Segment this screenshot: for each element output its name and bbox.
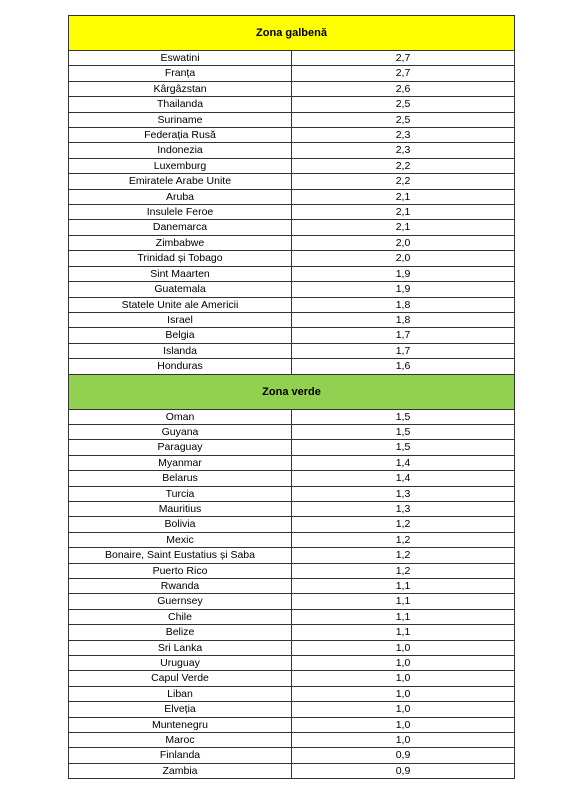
value-cell: 2,6 — [292, 81, 515, 96]
country-cell: Federația Rusă — [69, 128, 292, 143]
country-cell: Guyana — [69, 424, 292, 439]
country-cell: Elveția — [69, 702, 292, 717]
value-cell: 2,2 — [292, 174, 515, 189]
value-cell: 2,1 — [292, 189, 515, 204]
country-cell: Aruba — [69, 189, 292, 204]
country-cell: Muntenegru — [69, 717, 292, 732]
zone-header-row — [69, 374, 515, 409]
country-cell: Paraguay — [69, 440, 292, 455]
table-row — [69, 297, 515, 312]
table-row — [69, 625, 515, 640]
country-cell: Kârgâzstan — [69, 81, 292, 96]
table-row — [69, 343, 515, 358]
country-cell: Sint Maarten — [69, 266, 292, 281]
table-row — [69, 266, 515, 281]
table-row — [69, 517, 515, 532]
table-row — [69, 594, 515, 609]
table-row — [69, 235, 515, 250]
country-cell: Franța — [69, 66, 292, 81]
value-cell: 1,6 — [292, 359, 515, 374]
value-cell: 1,2 — [292, 548, 515, 563]
zone-title: Zona galbenă — [69, 16, 515, 51]
country-cell: Bonaire, Saint Eustatius și Saba — [69, 548, 292, 563]
value-cell: 1,0 — [292, 640, 515, 655]
value-cell: 1,0 — [292, 656, 515, 671]
value-cell: 1,8 — [292, 297, 515, 312]
value-cell: 2,2 — [292, 158, 515, 173]
zone-title: Zona verde — [69, 374, 515, 409]
value-cell: 0,9 — [292, 763, 515, 778]
value-cell: 2,1 — [292, 220, 515, 235]
country-cell: Zambia — [69, 763, 292, 778]
country-cell: Israel — [69, 312, 292, 327]
table-row — [69, 51, 515, 66]
country-cell: Uruguay — [69, 656, 292, 671]
country-cell: Statele Unite ale Americii — [69, 297, 292, 312]
country-cell: Puerto Rico — [69, 563, 292, 578]
value-cell: 2,1 — [292, 205, 515, 220]
country-cell: Mexic — [69, 532, 292, 547]
value-cell: 1,0 — [292, 702, 515, 717]
country-cell: Thailanda — [69, 97, 292, 112]
value-cell: 1,5 — [292, 409, 515, 424]
table-row — [69, 359, 515, 374]
zones-table — [68, 15, 515, 779]
country-cell: Belgia — [69, 328, 292, 343]
table-row — [69, 563, 515, 578]
table-row — [69, 609, 515, 624]
country-cell: Insulele Feroe — [69, 205, 292, 220]
value-cell: 1,2 — [292, 563, 515, 578]
country-cell: Finlanda — [69, 748, 292, 763]
table-row — [69, 748, 515, 763]
value-cell: 1,0 — [292, 686, 515, 701]
country-cell: Maroc — [69, 733, 292, 748]
country-cell: Belarus — [69, 471, 292, 486]
value-cell: 1,3 — [292, 486, 515, 501]
table-row — [69, 455, 515, 470]
table-row — [69, 486, 515, 501]
table-row — [69, 579, 515, 594]
table-row — [69, 66, 515, 81]
table-row — [69, 409, 515, 424]
value-cell: 0,9 — [292, 748, 515, 763]
table-row — [69, 282, 515, 297]
value-cell: 1,4 — [292, 455, 515, 470]
country-cell: Emiratele Arabe Unite — [69, 174, 292, 189]
table-row — [69, 733, 515, 748]
country-cell: Trinidad și Tobago — [69, 251, 292, 266]
table-row — [69, 471, 515, 486]
table-row — [69, 501, 515, 516]
country-cell: Suriname — [69, 112, 292, 127]
value-cell: 2,3 — [292, 143, 515, 158]
value-cell: 1,5 — [292, 440, 515, 455]
table-row — [69, 251, 515, 266]
value-cell: 1,0 — [292, 671, 515, 686]
country-cell: Luxemburg — [69, 158, 292, 173]
country-cell: Capul Verde — [69, 671, 292, 686]
table-row — [69, 424, 515, 439]
table-row — [69, 686, 515, 701]
table-row — [69, 328, 515, 343]
zone-header-row — [69, 16, 515, 51]
country-cell: Chile — [69, 609, 292, 624]
value-cell: 1,8 — [292, 312, 515, 327]
value-cell: 1,1 — [292, 609, 515, 624]
country-cell: Honduras — [69, 359, 292, 374]
value-cell: 1,0 — [292, 717, 515, 732]
value-cell: 2,0 — [292, 235, 515, 250]
country-cell: Eswatini — [69, 51, 292, 66]
country-cell: Islanda — [69, 343, 292, 358]
value-cell: 2,0 — [292, 251, 515, 266]
country-cell: Liban — [69, 686, 292, 701]
table-row — [69, 143, 515, 158]
table-row — [69, 174, 515, 189]
table-row — [69, 656, 515, 671]
table-row — [69, 640, 515, 655]
table-row — [69, 81, 515, 96]
table-row — [69, 158, 515, 173]
value-cell: 1,1 — [292, 594, 515, 609]
value-cell: 2,7 — [292, 66, 515, 81]
value-cell: 2,5 — [292, 97, 515, 112]
value-cell: 2,3 — [292, 128, 515, 143]
table-row — [69, 717, 515, 732]
table-row — [69, 112, 515, 127]
country-cell: Myanmar — [69, 455, 292, 470]
table-row — [69, 312, 515, 327]
table-row — [69, 763, 515, 778]
value-cell: 1,2 — [292, 532, 515, 547]
value-cell: 1,5 — [292, 424, 515, 439]
country-cell: Guatemala — [69, 282, 292, 297]
table-row — [69, 205, 515, 220]
country-cell: Danemarca — [69, 220, 292, 235]
country-cell: Mauritius — [69, 501, 292, 516]
table-row — [69, 220, 515, 235]
country-cell: Rwanda — [69, 579, 292, 594]
country-cell: Belize — [69, 625, 292, 640]
table-row — [69, 97, 515, 112]
table-row — [69, 128, 515, 143]
country-cell: Zimbabwe — [69, 235, 292, 250]
value-cell: 1,1 — [292, 625, 515, 640]
value-cell: 1,7 — [292, 328, 515, 343]
value-cell: 1,3 — [292, 501, 515, 516]
country-cell: Oman — [69, 409, 292, 424]
value-cell: 1,9 — [292, 282, 515, 297]
value-cell: 1,4 — [292, 471, 515, 486]
value-cell: 1,2 — [292, 517, 515, 532]
table-row — [69, 532, 515, 547]
zones-table-body — [69, 16, 515, 779]
value-cell: 1,1 — [292, 579, 515, 594]
country-cell: Sri Lanka — [69, 640, 292, 655]
value-cell: 1,7 — [292, 343, 515, 358]
value-cell: 2,5 — [292, 112, 515, 127]
value-cell: 1,9 — [292, 266, 515, 281]
table-row — [69, 548, 515, 563]
table-row — [69, 189, 515, 204]
country-cell: Bolivia — [69, 517, 292, 532]
country-cell: Turcia — [69, 486, 292, 501]
value-cell: 2,7 — [292, 51, 515, 66]
table-row — [69, 440, 515, 455]
table-row — [69, 671, 515, 686]
country-cell: Indonezia — [69, 143, 292, 158]
value-cell: 1,0 — [292, 733, 515, 748]
table-row — [69, 702, 515, 717]
country-cell: Guernsey — [69, 594, 292, 609]
